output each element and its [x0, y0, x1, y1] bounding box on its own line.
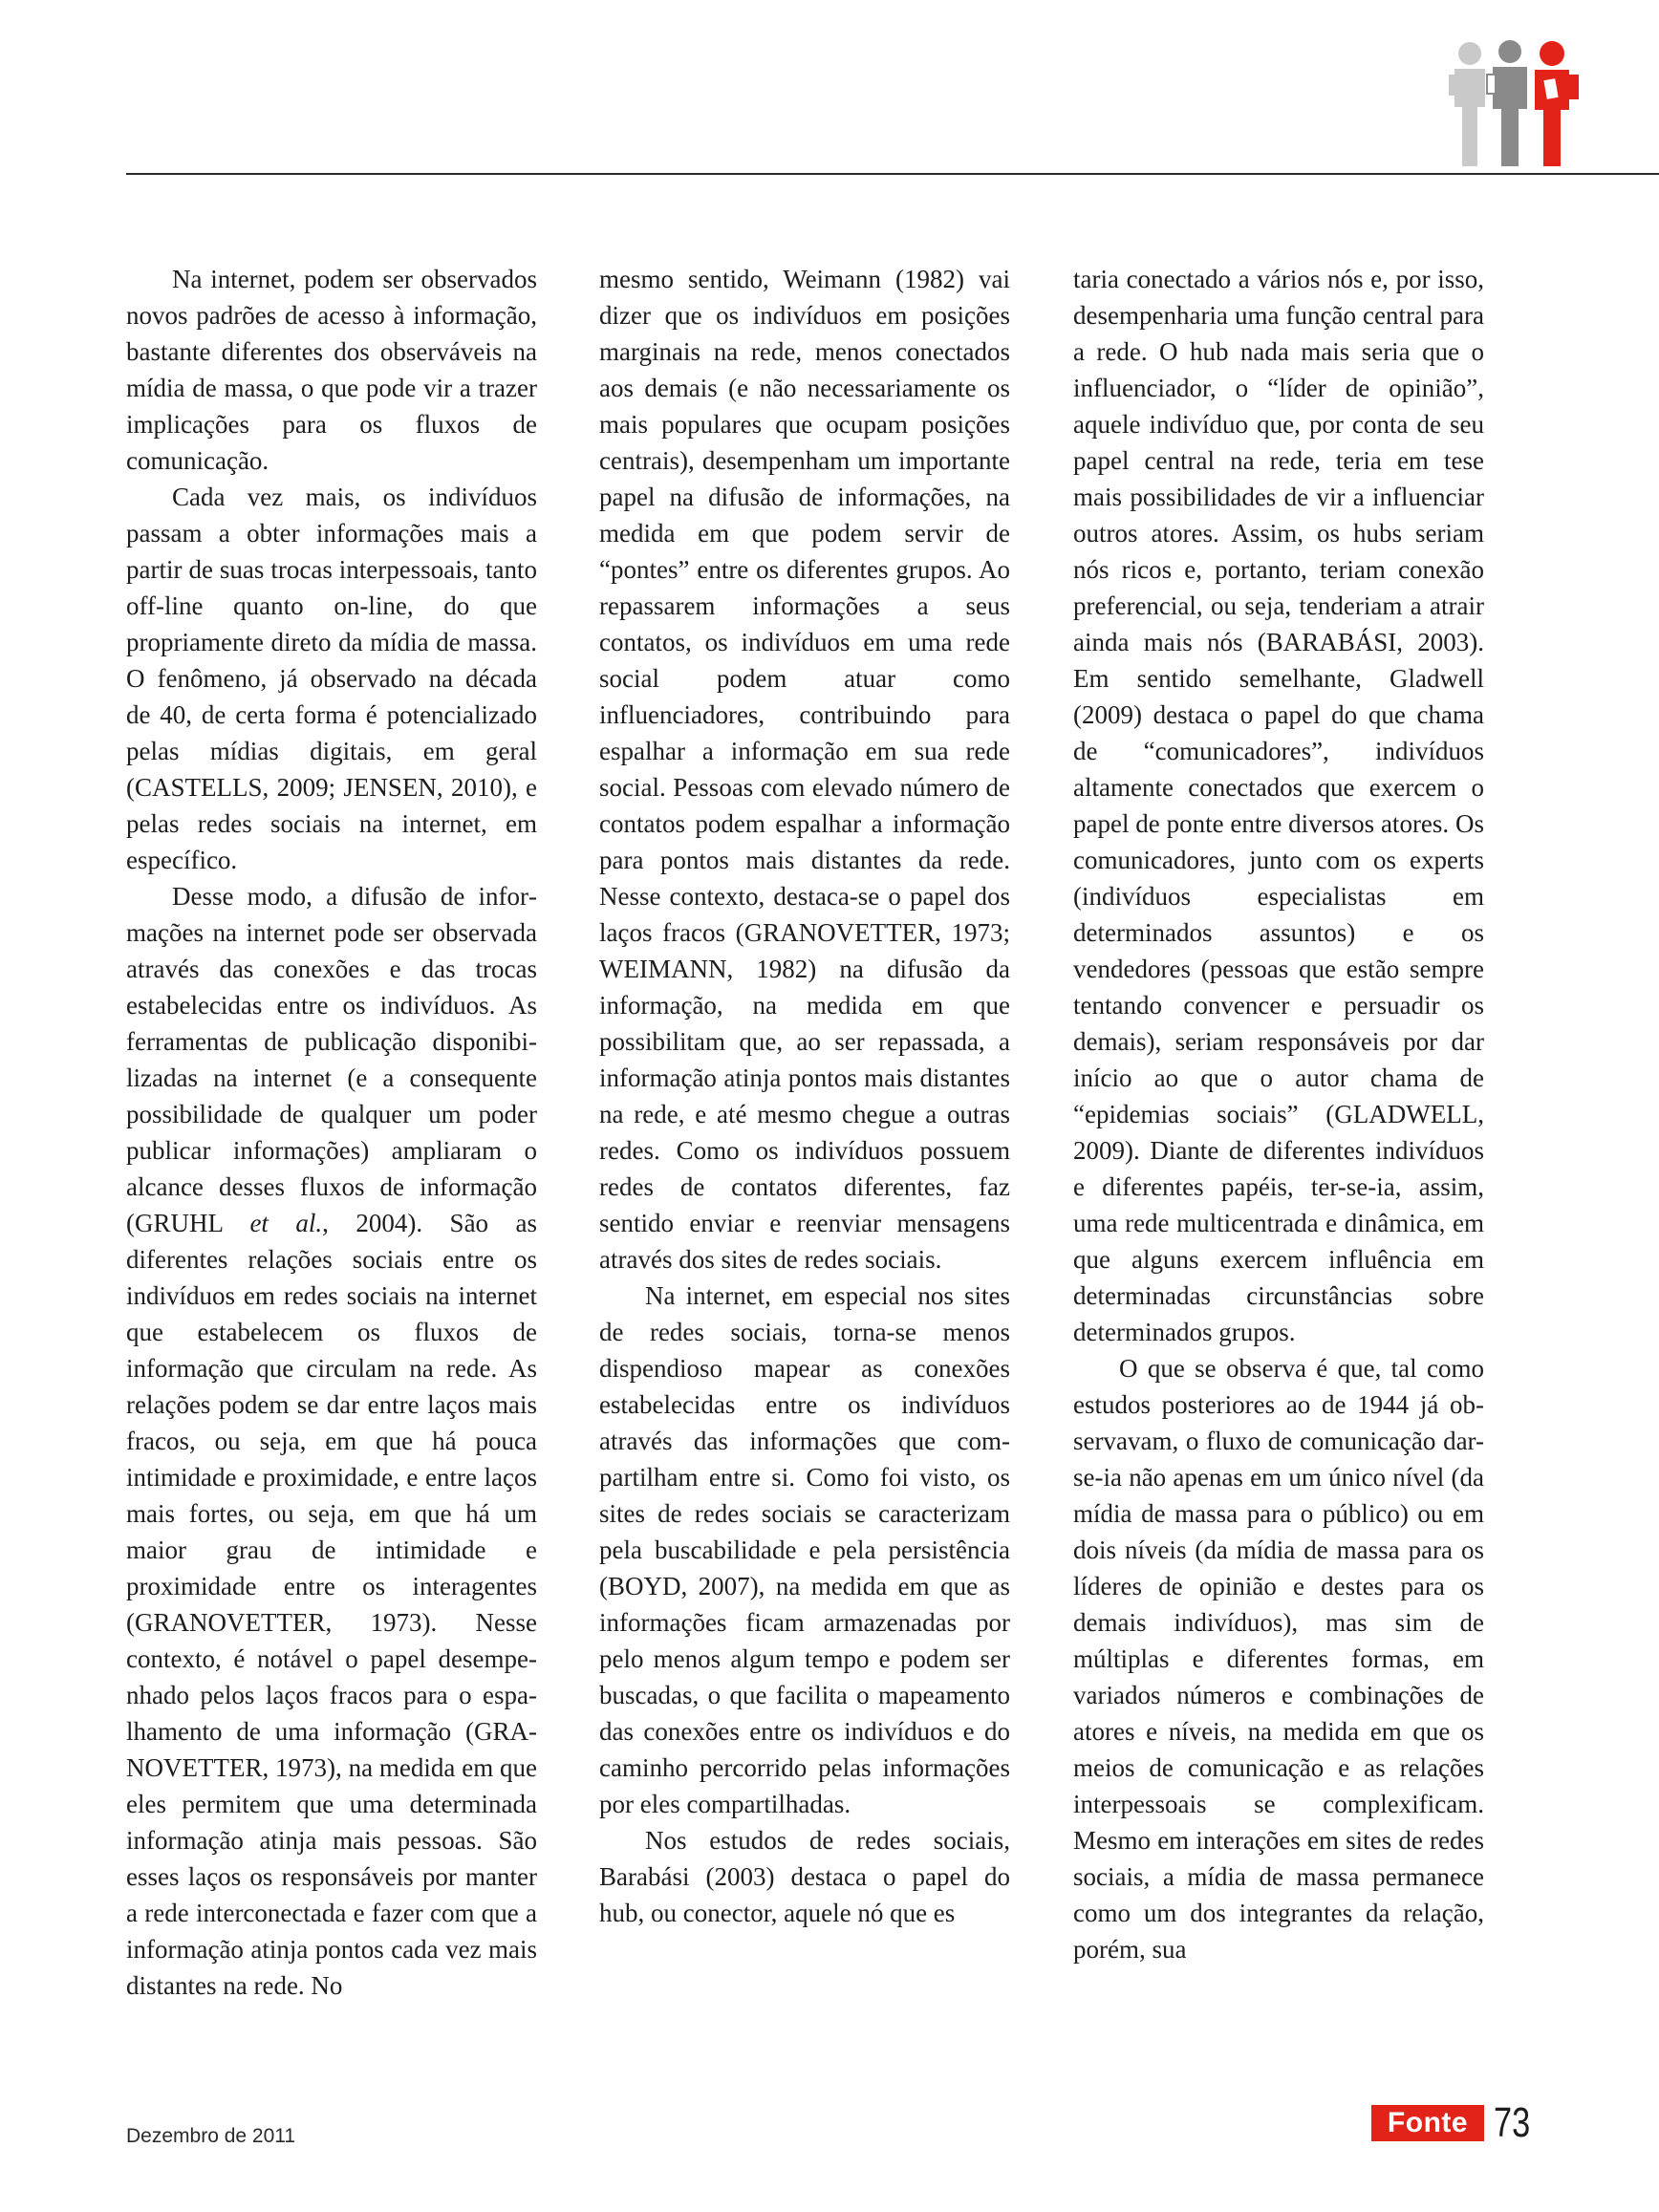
paragraph: O que se observa é que, tal como estudos posteriores ao de 1944 já observavam, o fluxo de comunicação dar-se-ia não apenas em um único nível (da mídia de massa para o público) ou em dois níveis (da mídia de massa para os líderes de opinião e destes para os demais indivíduos), mas sim de múltiplas e diferentes formas, em variados números e combinações de atores e níveis, na medida em que os meios de comunicação e as relações interpessoais se complexificam. Mesmo em interações em sites de redes sociais, a mídia de massa permanece como um dos integrantes da relação, porém, sua: [1073, 1354, 1484, 1964]
paragraph: taria conectado a vários nós e, por isso, desempenharia uma função central para a rede. O hub nada mais seria que o influenciador, o “líder de opinião”, aquele indivíduo que, por conta de seu papel central na rede, teria em tese mais possibilidades de vir a influenciar outros atores. Assim, os hubs seriam nós ricos e, portanto, teriam conexão preferencial, ou seja, tenderiam a atrair ainda mais nós (BARABÁSI, 2003). Em sentido semelhante, Gladwell (2009) destaca o papel do que chama de “comunicadores”, indivíduos altamente conectados que exercem o papel de ponte entre diversos atores. Os comunicadores, junto com os experts (indivíduos especialistas em determinados assuntos) e os vendedores (pessoas que estão sempre tentando convencer e persuadir os demais), seriam responsáveis por dar início ao que o autor chama de “epidemias sociais” (GLADWELL, 2009). Diante de diferentes indivíduos e diferentes papéis, ter-se-ia, assim, uma rede multicentrada e dinâmica, em que alguns exercem influência em determinadas circunstâncias sobre determinados grupos.: [1073, 265, 1484, 1346]
figure-red: [1535, 41, 1579, 166]
paragraph: Na internet, podem ser observados novos padrões de acesso à informação, bastante diferentes dos observáveis na mídia de massa, o que pode vir a trazer implicações para os fluxos de comunicação.: [126, 265, 537, 475]
text-column-3: [1073, 261, 1484, 1967]
header-rule: [126, 173, 1659, 175]
footer-date: Dezembro de 2011: [126, 2125, 296, 2147]
paragraph: Na internet, em especial nos sites de redes sociais, torna-se menos dispendioso mapear as conexões estabelecidas entre os indivíduos através das informações que compartilham entre si. Como foi visto, os sites de redes sociais se caracterizam pela buscabilidade e pela persistência (BOYD, 2007), na medida em que as informações ficam armazenadas por pelo menos algum tempo e podem ser buscadas, o que facilita o mapeamento das conexões entre os indivíduos e do caminho percorrido pelas informações por eles compartilhadas.: [599, 1281, 1010, 1818]
page-number: 73: [1494, 2099, 1531, 2146]
paragraph: Cada vez mais, os indivíduos passam a obter informações mais a partir de suas trocas interpessoais, tanto off-line quanto on-line, do que propriamente direto da mídia de massa. O fenômeno, já observado na década de 40, de certa forma é potencializado pelas mídias digitais, em geral (CASTELLS, 2009; JENSEN, 2010), e pelas redes sociais na internet, em específico.: [126, 483, 537, 874]
paragraph: Nos estudos de redes sociais, Barabási (2003) destaca o papel do hub, ou conector, aquele nó que es: [599, 1826, 1010, 1927]
paragraph: mesmo sentido, Weimann (1982) vai dizer que os indivíduos em posições marginais na rede, menos conectados aos demais (e não necessariamente os mais populares que ocupam posições centrais), desempenham um importante papel na difusão de informações, na medida em que podem servir de “pontes” entre os diferentes grupos. Ao repassarem informações a seus contatos, os indivíduos em uma rede social podem atuar como influenciadores, contribuindo para espalhar a informação em sua rede social. Pessoas com elevado número de contatos podem espalhar a informação para pontos mais distantes da rede. Nesse contexto, destaca-se o papel dos laços fracos (GRANOVETTER, 1973; WEIMANN, 1982) na difusão da informação, na medida em que possibilitam que, ao ser repassada, a informação atinja pontos mais distantes na rede, e até mesmo chegue a outras redes. Como os indivíduos possuem redes de contatos diferentes, faz sentido enviar e reenviar mensagens através dos sites de redes sociais.: [599, 265, 1010, 1274]
three-people-figures-icon: [1449, 40, 1583, 170]
brand-logo: Fonte: [1371, 2105, 1484, 2141]
figure-light-gray: [1449, 42, 1485, 166]
paragraph: Desse modo, a difusão de informações na internet pode ser observada através das conexões e das trocas estabelecidas entre os indivíduos. As ferramentas de publicação disponibilizadas na internet (e a consequente possibilidade de qualquer um poder publicar informações) ampliaram o alcance desses fluxos de informação (GRUHL et al., 2004). São as diferentes relações sociais entre os indivíduos em redes sociais na internet que estabelecem os fluxos de informação que circulam na rede. As relações podem se dar entre laços mais fracos, ou seja, em que há pouca intimidade e proximidade, e entre laços mais fortes, ou seja, em que há um maior grau de intimidade e proximidade entre os interagentes (GRANOVETTER, 1973). Nesse contexto, é notável o papel desempenhado pelos laços fracos para o espalhamento de uma informação (GRANOVETTER, 1973), na medida em que eles permitem que uma determinada informação atinja mais pessoas. São esses laços os responsáveis por manter a rede interconectada e fazer com que a informação atinja pontos cada vez mais distantes na rede. No: [126, 882, 537, 2000]
text-column-2: [599, 261, 1010, 1931]
text-column-1: [126, 261, 537, 2004]
figure-dark-gray: [1487, 40, 1527, 166]
